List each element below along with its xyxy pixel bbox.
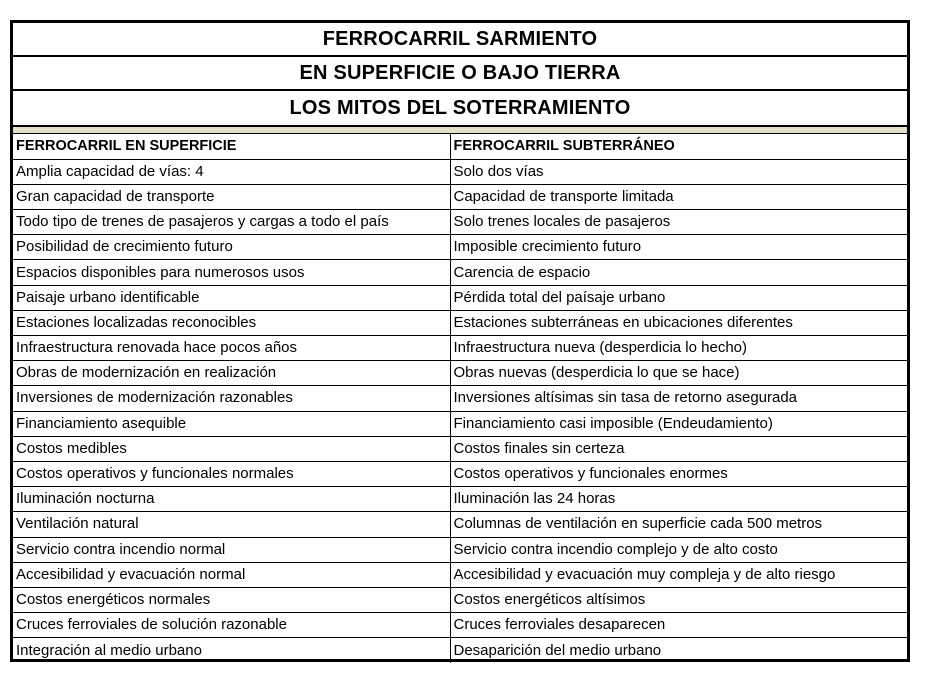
table-row xyxy=(13,235,907,260)
table-row xyxy=(13,386,907,411)
title-subtitle: EN SUPERFICIE O BAJO TIERRA xyxy=(13,57,907,91)
cell-underground: Imposible crecimiento futuro xyxy=(450,235,907,260)
table-row xyxy=(13,436,907,461)
cell-underground: Costos finales sin certeza xyxy=(450,436,907,461)
table-row xyxy=(13,461,907,486)
title-main: FERROCARRIL SARMIENTO xyxy=(13,23,907,57)
cell-underground: Pérdida total del paísaje urbano xyxy=(450,285,907,310)
cell-surface: Obras de modernización en realización xyxy=(13,361,450,386)
cell-surface: Paisaje urbano identificable xyxy=(13,285,450,310)
column-header-underground: FERROCARRIL SUBTERRÁNEO xyxy=(450,134,907,159)
cell-surface: Financiamiento asequible xyxy=(13,411,450,436)
cell-underground: Capacidad de transporte limitada xyxy=(450,184,907,209)
table-row xyxy=(13,361,907,386)
column-header-row xyxy=(13,134,907,159)
cell-surface: Costos operativos y funcionales normales xyxy=(13,461,450,486)
comparison-table xyxy=(13,134,907,663)
table-row xyxy=(13,184,907,209)
comparison-sheet xyxy=(10,20,910,662)
cell-surface: Posibilidad de crecimiento futuro xyxy=(13,235,450,260)
cell-underground: Cruces ferroviales desaparecen xyxy=(450,613,907,638)
cell-underground: Desaparición del medio urbano xyxy=(453,641,662,659)
table-row xyxy=(13,260,907,285)
cell-surface: Gran capacidad de transporte xyxy=(13,184,450,209)
cell-underground: Infraestructura nueva (desperdicia lo hecho) xyxy=(450,336,907,361)
table-row xyxy=(13,487,907,512)
cell-surface: Inversiones de modernización razonables xyxy=(13,386,450,411)
cell-surface: Integración al medio urbano xyxy=(13,638,450,663)
cell-underground: Solo dos vías xyxy=(450,159,907,184)
cell-underground: Carencia de espacio xyxy=(450,260,907,285)
table-row xyxy=(13,285,907,310)
cell-underground: Costos operativos y funcionales enormes xyxy=(450,461,907,486)
cell-underground: Inversiones altísimas sin tasa de retorno asegurada xyxy=(450,386,907,411)
cell-underground: Costos energéticos altísimos xyxy=(450,587,907,612)
cell-surface: Accesibilidad y evacuación normal xyxy=(13,562,450,587)
cell-surface: Costos energéticos normales xyxy=(13,587,450,612)
cell-surface: Iluminación nocturna xyxy=(13,487,450,512)
cell-surface: Ventilación natural xyxy=(13,512,450,537)
title-myths: LOS MITOS DEL SOTERRAMIENTO xyxy=(289,96,631,119)
table-row xyxy=(13,537,907,562)
cell-underground: Obras nuevas (desperdicia lo que se hace) xyxy=(450,361,907,386)
header-separator xyxy=(13,125,907,134)
cell-surface: Amplia capacidad de vías: 4 xyxy=(13,159,450,184)
cell-surface: Estaciones localizadas reconocibles xyxy=(13,310,450,335)
cell-underground: Accesibilidad y evacuación muy compleja y de alto riesgo xyxy=(450,562,907,587)
cell-underground: Solo trenes locales de pasajeros xyxy=(450,210,907,235)
table-row xyxy=(13,638,907,663)
comparison-rows xyxy=(13,159,907,663)
table-row xyxy=(13,411,907,436)
cell-surface: Espacios disponibles para numerosos usos xyxy=(13,260,450,285)
cell-surface: Todo tipo de trenes de pasajeros y cargas a todo el país xyxy=(13,210,450,235)
table-row xyxy=(13,613,907,638)
cell-underground: Financiamiento casi imposible (Endeudamiento) xyxy=(450,411,907,436)
table-row xyxy=(13,336,907,361)
cell-underground: Columnas de ventilación en superficie cada 500 metros xyxy=(450,512,907,537)
table-row xyxy=(13,310,907,335)
cell-surface: Cruces ferroviales de solución razonable xyxy=(13,613,450,638)
cell-surface: Servicio contra incendio normal xyxy=(13,537,450,562)
cell-underground: Servicio contra incendio complejo y de alto costo xyxy=(450,537,907,562)
column-header-surface: FERROCARRIL EN SUPERFICIE xyxy=(13,134,450,159)
cell-underground: Estaciones subterráneas en ubicaciones diferentes xyxy=(450,310,907,335)
table-row xyxy=(13,562,907,587)
table-row xyxy=(13,587,907,612)
cell-underground: Iluminación las 24 horas xyxy=(450,487,907,512)
table-row xyxy=(13,210,907,235)
table-row xyxy=(13,159,907,184)
table-row xyxy=(13,512,907,537)
cell-surface: Infraestructura renovada hace pocos años xyxy=(13,336,450,361)
cell-surface: Costos medibles xyxy=(13,436,450,461)
